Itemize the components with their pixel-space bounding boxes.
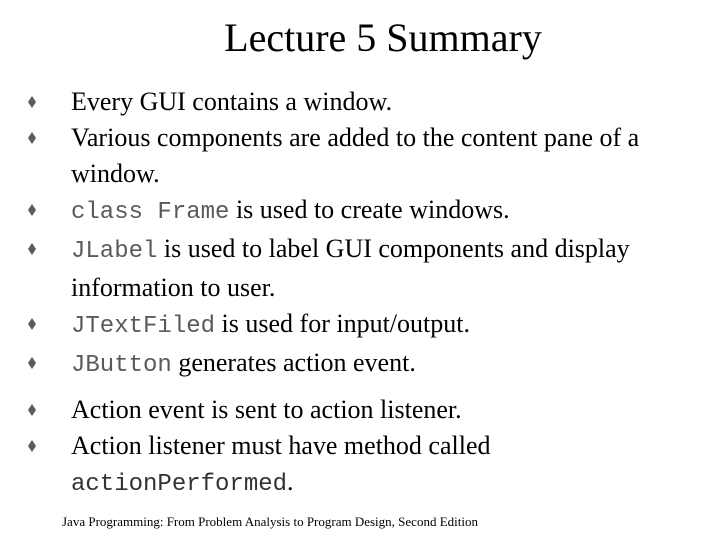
bullet-item	[20, 120, 710, 192]
diamond-bullet-icon	[28, 132, 36, 144]
diamond-bullet-icon	[28, 96, 36, 108]
diamond-bullet-icon	[28, 357, 36, 369]
code-term: JButton	[71, 352, 172, 379]
code-term: class Frame	[71, 199, 230, 226]
bullet-text: Action event is sent to action listener.	[71, 395, 462, 424]
bullet-item	[20, 392, 710, 428]
diamond-bullet-icon	[28, 243, 36, 255]
bullet-text: Various components are added to the content pane of a	[71, 123, 640, 152]
bullet-text-tail: .	[287, 467, 294, 496]
bullet-text: Every GUI contains a window.	[71, 87, 393, 116]
code-term: actionPerformed	[71, 471, 288, 498]
slide-title: Lecture 5 Summary	[224, 15, 542, 60]
bullet-text-continued: window.	[71, 159, 160, 188]
slide-footer: Java Programming: From Problem Analysis to Program Design, Second Edition	[62, 514, 478, 529]
bullet-text: is used for input/output.	[215, 309, 470, 338]
bullet-item	[20, 306, 710, 345]
bullet-text: is used to label GUI components and display	[157, 234, 630, 263]
diamond-bullet-icon	[28, 440, 36, 452]
bullet-item	[20, 231, 710, 306]
bullet-text-continued: information to user.	[71, 273, 276, 302]
diamond-bullet-icon	[28, 404, 36, 416]
bullet-text: is used to create windows.	[229, 195, 510, 224]
bullet-text: Action listener must have method called	[71, 431, 491, 460]
diamond-bullet-icon	[28, 318, 36, 330]
bullet-item	[20, 84, 710, 120]
bullet-list	[20, 84, 710, 503]
code-term: JLabel	[71, 238, 158, 265]
bullet-item	[20, 345, 710, 384]
bullet-text: generates action event.	[171, 348, 416, 377]
bullet-item	[20, 192, 710, 231]
diamond-bullet-icon	[28, 204, 36, 216]
bullet-item	[20, 428, 710, 503]
code-term: JTextFiled	[71, 313, 216, 340]
